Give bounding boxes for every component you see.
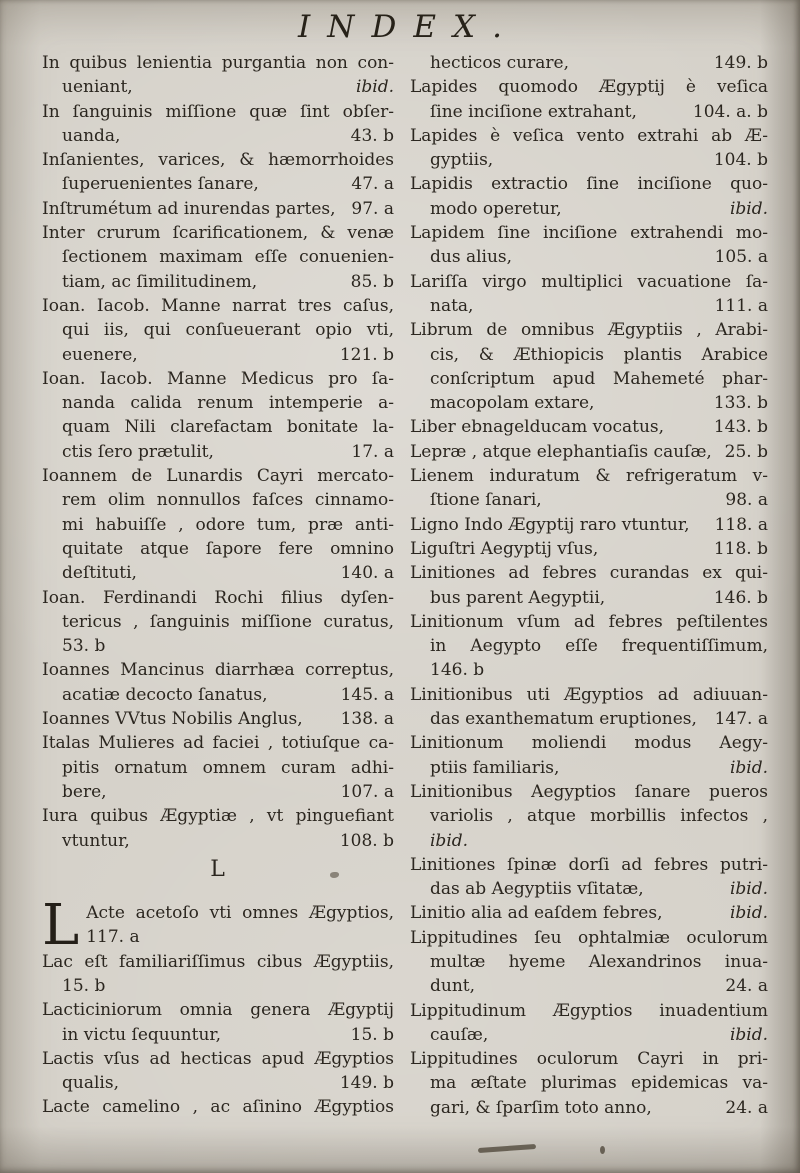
page-ref: 108. b (339, 830, 394, 851)
index-entry (410, 51, 768, 75)
entry-line (42, 75, 394, 99)
index-entry (410, 853, 768, 902)
entry-line (410, 294, 768, 318)
entry-line (42, 537, 394, 561)
entry-line (410, 270, 768, 294)
index-entry (42, 707, 394, 731)
page-ref: 143. b (713, 417, 768, 438)
entry-line (410, 488, 768, 512)
page-ref: 104. b (713, 150, 768, 171)
entry-line-text: Ioannem de Lunardis Cayri mercato- (42, 466, 394, 487)
entry-line-text: Linitionibus Aegyptios ſanare pueros (410, 781, 768, 802)
index-entry (42, 1095, 394, 1119)
entry-line-text: Ioan. Iacob. Manne Medicus pro ſa- (42, 368, 394, 389)
entry-line (410, 75, 768, 99)
index-entry (42, 731, 394, 804)
index-entry (410, 537, 768, 561)
page-ref: 118. b (713, 538, 768, 559)
entry-line (42, 658, 394, 682)
entry-line (410, 853, 768, 877)
entry-line (410, 100, 768, 124)
entry-line-text: Linitiones ſpinæ dorſi ad febres putri- (410, 854, 768, 875)
entry-line (410, 343, 768, 367)
entry-line-text: Lactis vſus ad hecticas apud Ægyptios (42, 1048, 394, 1069)
index-entry (410, 75, 768, 124)
page-ref: 85. b (350, 271, 394, 292)
entry-line (410, 683, 768, 707)
entry-line (410, 197, 768, 221)
entry-line (410, 926, 768, 950)
entry-line (42, 51, 394, 75)
entry-line-text: gyptiis, (430, 150, 494, 171)
entry-line (42, 294, 394, 318)
index-entry (42, 367, 394, 464)
entry-line-text: Ioannes Mancinus diarrhæa correptus, (42, 660, 394, 681)
entry-line (410, 440, 768, 464)
index-entry (42, 1047, 394, 1096)
entry-line (410, 245, 768, 269)
entry-line (410, 780, 768, 804)
entry-line-text: deſtituti, (62, 563, 137, 584)
entry-line-text: qui iis, qui conſueuerant opio vti, (62, 320, 394, 341)
page-ref: 133. b (713, 393, 768, 414)
entry-line (42, 100, 394, 124)
entry-ref-line (42, 634, 394, 658)
entry-line-text: ſectionem maximam eſſe conuenien- (62, 247, 394, 268)
entry-line-text: cis, & Æthiopicis plantis Arabice (430, 344, 768, 365)
page-ref: 104. a. b (692, 101, 768, 122)
entry-line (410, 221, 768, 245)
entry-line-text: Lapidis extractio ſine inciſione quo- (410, 174, 768, 195)
entry-line (410, 561, 768, 585)
page-ref: 98. a (725, 490, 768, 511)
entry-line-text: conſcriptum apud Mahemeté phar- (430, 368, 768, 389)
entry-line (42, 367, 394, 391)
entry-line-text: dus alius, (430, 247, 513, 268)
index-entry (410, 780, 768, 853)
entry-line (42, 197, 394, 221)
entry-line-text: In ſanguinis miſſione quæ ſint obſer- (42, 101, 394, 122)
index-entry (410, 221, 768, 270)
index-entry (410, 683, 768, 732)
index-entry (410, 926, 768, 999)
entry-line (410, 586, 768, 610)
page-ref: 138. a (340, 709, 394, 730)
entry-line-text: Lapides quomodo Ægyptij è veſica (410, 77, 768, 98)
index-entry (42, 464, 394, 585)
entry-line-text: quam Nili clarefactam bonitate la- (62, 417, 394, 438)
page-ref: 146. b (713, 587, 768, 608)
entry-line-text: Lac eſt familiariſſimus cibus Ægyptiis, (42, 951, 394, 972)
index-entry (42, 658, 394, 707)
entry-line (410, 464, 768, 488)
entry-line (410, 1023, 768, 1047)
page-ref: 24. a (725, 976, 768, 997)
entry-line-text: Inſtrumétum ad inurendas partes, (42, 198, 336, 219)
entry-line (410, 148, 768, 172)
page-ref: 121. b (339, 344, 394, 365)
entry-line-text: modo operetur, (430, 198, 562, 219)
entry-line-text: Linitionum moliendi modus Aegy- (410, 733, 768, 754)
index-column-right (410, 51, 768, 1120)
entry-line (42, 148, 394, 172)
index-entry (42, 100, 394, 149)
entry-ref-line (410, 658, 768, 682)
entry-line (410, 974, 768, 998)
index-entry (42, 197, 394, 221)
entry-line (42, 513, 394, 537)
ink-smudge (478, 1144, 536, 1153)
entry-line (410, 1047, 768, 1071)
entry-line-text: rem olim nonnullos faſces cinnamo- (62, 490, 394, 511)
entry-line (410, 950, 768, 974)
index-entry (410, 270, 768, 319)
index-entry (42, 998, 394, 1047)
entry-line-text: in Aegypto eſſe frequentiſſimum, (430, 636, 768, 657)
index-entry (410, 124, 768, 173)
index-entry (410, 172, 768, 221)
entry-line-text: das ab Aegyptiis vſitatæ, (430, 879, 644, 900)
page-ref: 118. a (714, 514, 768, 535)
entry-line (42, 343, 394, 367)
entry-line (42, 683, 394, 707)
entry-line (410, 513, 768, 537)
index-entry (410, 318, 768, 415)
entry-line-text: Ioan. Iacob. Manne narrat tres caſus, (42, 295, 394, 316)
entry-line-text: ma æſtate plurimas epidemicas va- (430, 1073, 768, 1094)
page-ref: 111. a (714, 295, 768, 316)
entry-line (410, 367, 768, 391)
entry-line (410, 901, 768, 925)
entry-line-text: Iura quibus Ægyptiæ , vt pinguefiant (42, 806, 394, 827)
index-column-left (42, 51, 394, 1120)
entry-line-text: vtuntur, (62, 830, 130, 851)
entry-line (42, 124, 394, 148)
entry-line (42, 829, 394, 853)
entry-line-text: qualis, (62, 1073, 119, 1094)
entry-line-text: macopolam extare, (430, 393, 595, 414)
page-ref: 117. a (86, 927, 140, 948)
entry-line-text: ſtione ſanari, (430, 490, 542, 511)
ink-smudge (600, 1146, 605, 1154)
entry-line-text: gari, & ſparſim toto anno, (430, 1097, 652, 1118)
entry-line-text: cauſæ, (430, 1024, 489, 1045)
entry-ref-line (42, 925, 394, 949)
index-entry (410, 513, 768, 537)
index-entry (410, 901, 768, 925)
entry-line-text: hecticos curare, (430, 53, 570, 73)
page-ref: ibid. (729, 879, 768, 900)
entry-line (42, 707, 394, 731)
entry-line (42, 172, 394, 196)
entry-line-text: Acte acetoſo vti omnes Ægyptios, (86, 903, 394, 924)
entry-line-text: pitis ornatum omnem curam adhi- (62, 757, 394, 778)
page-ref: 47. a (351, 174, 394, 195)
index-entry (42, 893, 394, 959)
entry-line (42, 1023, 394, 1047)
entry-line-text: Lepræ , atque elephantiaſis cauſæ, (410, 441, 712, 462)
page-ref: 140. a (340, 563, 394, 584)
entry-line (410, 391, 768, 415)
entry-ref-line (42, 974, 394, 998)
entry-line (42, 464, 394, 488)
page-ref: ibid. (729, 903, 768, 924)
entry-line-text: variolis , atque morbillis infectos , (430, 806, 768, 827)
entry-line (410, 756, 768, 780)
entry-line (42, 586, 394, 610)
entry-line (410, 804, 768, 828)
entry-line-text: Lacte camelino , ac aſinino Ægyptios (42, 1097, 394, 1118)
page-ref: 53. b (62, 636, 106, 657)
entry-line (42, 756, 394, 780)
entry-line-text: Linitionum vſum ad febres peſtilentes (410, 611, 768, 632)
entry-line (410, 537, 768, 561)
page-ref: 146. b (430, 660, 485, 681)
page-ref: ibid. (430, 830, 469, 851)
entry-line (42, 804, 394, 828)
entry-line (42, 245, 394, 269)
index-entry (42, 950, 394, 999)
entry-line (410, 172, 768, 196)
entry-line (42, 1071, 394, 1095)
entry-line-text: Liguſtri Aegyptij vſus, (410, 538, 599, 559)
page-ref: 105. a (714, 247, 768, 268)
entry-line-text: Ligno Indo Ægyptij raro vtuntur, (410, 514, 690, 535)
entry-line-text: ptiis familiaris, (430, 757, 560, 778)
index-entry (42, 804, 394, 853)
entry-line (42, 1047, 394, 1071)
page-ref: 145. a (340, 684, 394, 705)
entry-line-text: uanda, (62, 125, 121, 146)
index-columns (0, 47, 800, 1120)
page-ref: 25. b (724, 441, 768, 462)
entry-line-text: Lippitudines ſeu ophtalmiæ oculorum (410, 927, 768, 948)
entry-line-text: Linitio alia ad eaſdem febres, (410, 903, 663, 924)
entry-line-text: mi habuiſſe , odore tum, præ anti- (62, 514, 394, 535)
entry-line-text: euenere, (62, 344, 138, 365)
index-entry (42, 221, 394, 294)
entry-line (42, 391, 394, 415)
entry-line (42, 415, 394, 439)
entry-line (410, 124, 768, 148)
index-entry (42, 586, 394, 659)
page-ref: ibid. (729, 757, 768, 778)
section-heading: L (210, 856, 226, 882)
drop-cap: L (42, 893, 80, 959)
entry-line-text: quitate atque ſapore fere omnino (62, 538, 394, 559)
entry-line (410, 1071, 768, 1095)
entry-line (42, 221, 394, 245)
entry-line-text: Lapides è veſica vento extrahi ab Æ- (410, 125, 768, 146)
index-entry (410, 561, 768, 610)
page-ref: 17. a (351, 441, 394, 462)
entry-line (42, 561, 394, 585)
entry-line-text: Liber ebnagelducam vocatus, (410, 417, 665, 438)
entry-line (42, 610, 394, 634)
entry-line (42, 1095, 394, 1119)
index-entry (410, 999, 768, 1048)
index-entry (42, 148, 394, 197)
entry-line (410, 634, 768, 658)
entry-line-text: Linitionibus uti Ægyptios ad adiuuan- (410, 684, 768, 705)
page-ref: 107. a (340, 781, 394, 802)
entry-line (42, 901, 394, 925)
entry-line (410, 731, 768, 755)
page-ref: 15. b (62, 975, 106, 996)
entry-line-text: nata, (430, 295, 474, 316)
page-ref: ibid. (729, 1024, 768, 1045)
entry-line-text: ueniant, (62, 77, 133, 98)
page-ref: 43. b (350, 125, 394, 146)
entry-line (42, 950, 394, 974)
entry-line-text: Ioannes VVtus Nobilis Anglus, (42, 709, 303, 730)
page-ref: 147. a (714, 709, 768, 730)
entry-line-text: Lippitudines oculorum Cayri in pri- (410, 1049, 768, 1070)
entry-line-text: ſuperuenientes ſanare, (62, 174, 259, 195)
entry-line-text: ſine inciſione extrahant, (430, 101, 637, 122)
entry-line-text: Lippitudinum Ægyptios inuadentium (410, 1000, 768, 1021)
entry-line (42, 780, 394, 804)
entry-line-text: dunt, (430, 976, 476, 997)
entry-line (410, 415, 768, 439)
entry-line (410, 877, 768, 901)
entry-line (42, 318, 394, 342)
entry-line-text: Librum de omnibus Ægyptiis , Arabi- (410, 320, 768, 341)
entry-line-text: acatiæ decocto ſanatus, (62, 684, 268, 705)
entry-line-text: tericus , ſanguinis miſſione curatus, (62, 611, 394, 632)
entry-line-text: das exanthematum eruptiones, (430, 709, 697, 730)
entry-line (42, 488, 394, 512)
entry-line (42, 440, 394, 464)
entry-line (410, 318, 768, 342)
page-ref: 97. a (351, 198, 394, 219)
entry-line-text: tiam, ac ſimilitudinem, (62, 271, 258, 292)
entry-line-text: bus parent Aegyptii, (430, 587, 606, 608)
entry-line (410, 1096, 768, 1120)
page-ref: 24. a (725, 1097, 768, 1118)
entry-line-text: multæ hyeme Alexandrinos inua- (430, 951, 768, 972)
index-entry (42, 51, 394, 100)
entry-line (42, 731, 394, 755)
entry-line-text: Lienem induratum & refrigeratum v- (410, 466, 768, 487)
entry-line (410, 51, 768, 75)
entry-line-text: Inter crurum ſcarificationem, & venæ (42, 223, 394, 244)
index-entry (410, 415, 768, 439)
entry-line-text: Lariſſa virgo multiplici vacuatione ſa- (410, 271, 768, 292)
entry-line (42, 270, 394, 294)
entry-line-text: Lacticiniorum omnia genera Ægyptij (42, 1000, 394, 1021)
page-ref: 15. b (350, 1024, 394, 1045)
index-entry (410, 731, 768, 780)
index-entry (410, 1047, 768, 1120)
page-ref: 149. b (713, 53, 768, 73)
index-entry (410, 464, 768, 513)
page-ref: ibid. (729, 198, 768, 219)
entry-line-text: bere, (62, 781, 107, 802)
entry-line-text: Inſanientes, varices, & hæmorrhoides (42, 150, 394, 171)
index-entry (410, 610, 768, 683)
page-title: INDEX. (297, 9, 520, 45)
entry-line (42, 998, 394, 1022)
entry-line (410, 707, 768, 731)
entry-line-text: Linitiones ad febres curandas ex qui- (410, 563, 768, 584)
page-ref: 149. b (339, 1073, 394, 1094)
entry-line-text: ctis ſero prætulit, (62, 441, 214, 462)
entry-line-text: nanda calida renum intemperie a- (62, 393, 394, 414)
entry-line-text: Ioan. Ferdinandi Rochi filius dyſen- (42, 587, 394, 608)
page-ref: ibid. (355, 77, 394, 98)
entry-line (410, 610, 768, 634)
index-entry (410, 440, 768, 464)
entry-line-text: Lapidem ſine inciſione extrahendi mo- (410, 223, 768, 244)
entry-line-text: In quibus lenientia purgantia non con- (42, 53, 394, 73)
entry-line-text: in victu ſequuntur, (62, 1024, 222, 1045)
entry-line-text: Italas Mulieres ad faciei , totiuſque ca- (42, 733, 394, 754)
entry-ref-line (410, 829, 768, 853)
index-entry (42, 294, 394, 367)
entry-line (410, 999, 768, 1023)
